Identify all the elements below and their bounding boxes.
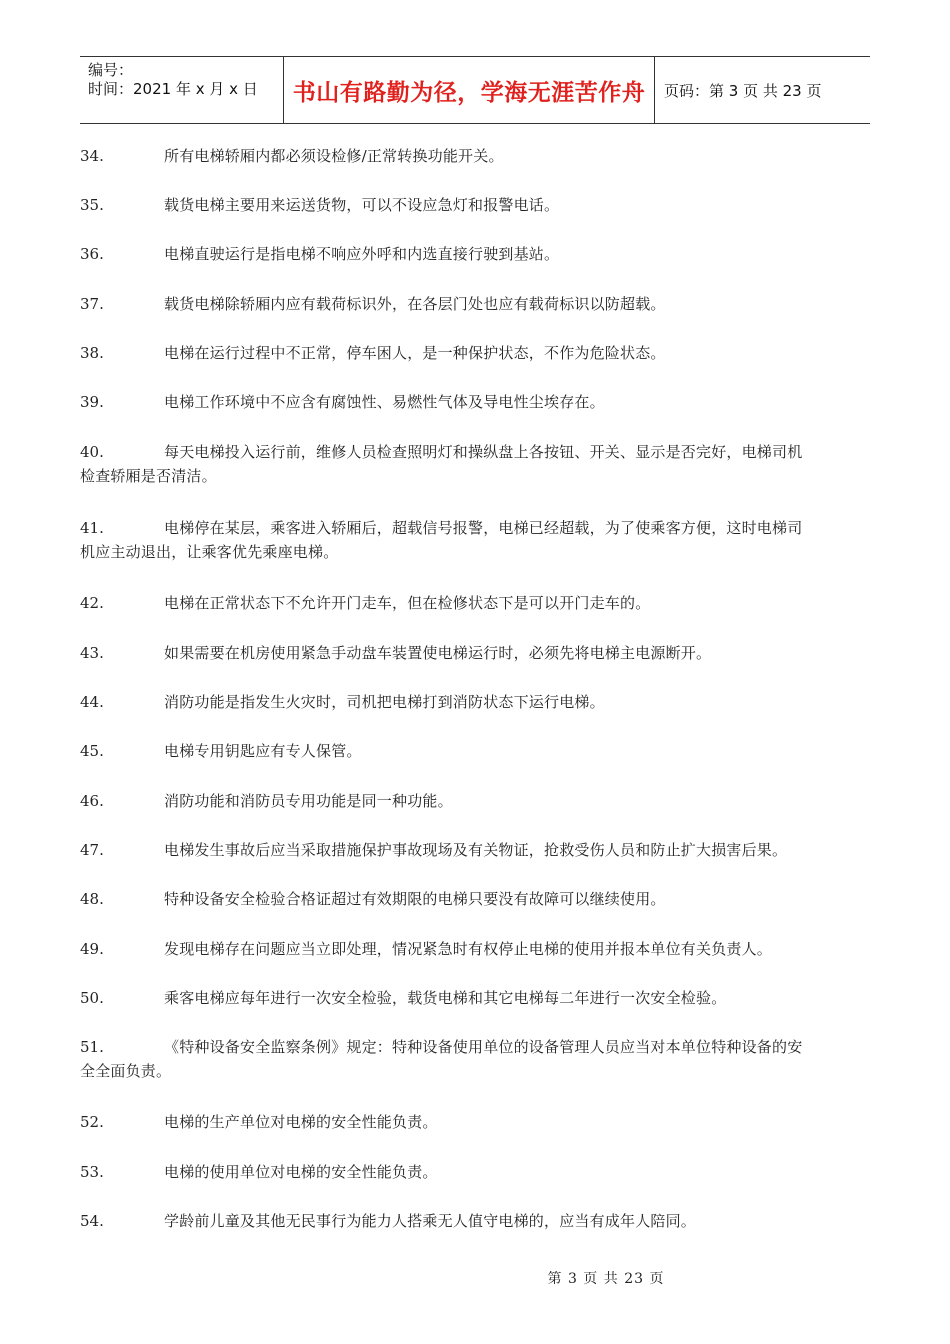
list-item	[80, 690, 870, 714]
item-text: 如果需要在机房使用紧急手动盘车装置使电梯运行时，必须先将电梯主电源断开。	[164, 644, 712, 662]
item-text: 消防功能和消防员专用功能是同一种功能。	[164, 792, 453, 810]
item-number: 51.	[80, 1038, 104, 1056]
item-text: 电梯发生事故后应当采取措施保护事故现场及有关物证，抢救受伤人员和防止扩大损害后果。	[164, 841, 788, 859]
item-number: 42.	[80, 594, 104, 612]
item-text: 特种设备安全检验合格证超过有效期限的电梯只要没有故障可以继续使用。	[164, 890, 666, 908]
list-item	[80, 1110, 870, 1134]
list-item	[80, 887, 870, 911]
list-item	[80, 516, 870, 564]
item-number: 48.	[80, 890, 104, 908]
list-item	[80, 789, 870, 813]
list-item	[80, 1035, 870, 1083]
document-number-label: 编号：	[88, 61, 134, 79]
item-number: 50.	[80, 989, 104, 1007]
list-item	[80, 292, 870, 316]
item-text-continued: 检查轿厢是否清洁。	[80, 467, 217, 485]
item-text: 消防功能是指发生火灾时，司机把电梯打到消防状态下运行电梯。	[164, 693, 605, 711]
item-text: 载货电梯除轿厢内应有载荷标识外，在各层门处也应有载荷标识以防超载。	[164, 295, 666, 313]
item-text: 电梯在正常状态下不允许开门走车，但在检修状态下是可以开门走车的。	[164, 594, 651, 612]
list-item	[80, 641, 870, 665]
header-meta	[80, 57, 283, 123]
page-footer	[0, 1268, 950, 1288]
list-item	[80, 144, 870, 168]
item-text: 乘客电梯应每年进行一次安全检验，载货电梯和其它电梯每二年进行一次安全检验。	[164, 989, 727, 1007]
page-header	[80, 56, 870, 124]
document-time-label: 时间：2021 年 x 月 x 日	[88, 80, 258, 98]
list-item	[80, 1209, 870, 1233]
list-item	[80, 242, 870, 266]
list-item	[80, 986, 870, 1010]
item-number: 37.	[80, 295, 104, 313]
list-item	[80, 440, 870, 488]
item-text: 电梯直驶运行是指电梯不响应外呼和内选直接行驶到基站。	[164, 245, 560, 263]
list-item	[80, 838, 870, 862]
list-item	[80, 193, 870, 217]
item-text: 载货电梯主要用来运送货物，可以不设应急灯和报警电话。	[164, 196, 560, 214]
item-number: 36.	[80, 245, 104, 263]
item-text: 《特种设备安全监察条例》规定：特种设备使用单位的设备管理人员应当对本单位特种设备的安	[164, 1038, 803, 1056]
item-number: 43.	[80, 644, 104, 662]
item-number: 47.	[80, 841, 104, 859]
item-number: 53.	[80, 1163, 104, 1181]
item-text: 电梯工作环境中不应含有腐蚀性、易燃性气体及导电性尘埃存在。	[164, 393, 605, 411]
item-text: 电梯的生产单位对电梯的安全性能负责。	[164, 1113, 438, 1131]
item-number: 34.	[80, 147, 104, 165]
item-text: 电梯在运行过程中不正常，停车困人，是一种保护状态，不作为危险状态。	[164, 344, 666, 362]
item-number: 44.	[80, 693, 104, 711]
item-text-continued: 机应主动退出，让乘客优先乘座电梯。	[80, 543, 339, 561]
item-text: 电梯的使用单位对电梯的安全性能负责。	[164, 1163, 438, 1181]
item-text-continued: 全全面负责。	[80, 1062, 172, 1080]
item-number: 52.	[80, 1113, 104, 1131]
footer-page-number: 第 3 页 共 23 页	[547, 1271, 665, 1287]
list-item	[80, 1160, 870, 1184]
header-page-info: 页码：第 3 页 共 23 页	[664, 81, 822, 100]
item-text: 学龄前儿童及其他无民事行为能力人搭乘无人值守电梯的，应当有成年人陪同。	[164, 1212, 697, 1230]
item-number: 40.	[80, 443, 104, 461]
item-number: 54.	[80, 1212, 104, 1230]
list-item	[80, 390, 870, 414]
item-number: 35.	[80, 196, 104, 214]
item-text: 发现电梯存在问题应当立即处理，情况紧急时有权停止电梯的使用并报本单位有关负责人。	[164, 940, 773, 958]
item-number: 49.	[80, 940, 104, 958]
list-item	[80, 739, 870, 763]
item-number: 39.	[80, 393, 104, 411]
item-text: 电梯停在某层，乘客进入轿厢后，超载信号报警，电梯已经超载，为了使乘客方便，这时电梯司	[164, 519, 803, 537]
item-text: 所有电梯轿厢内都必须设检修/正常转换功能开关。	[164, 147, 504, 165]
item-number: 46.	[80, 792, 104, 810]
item-number: 41.	[80, 519, 104, 537]
list-item	[80, 341, 870, 365]
header-motto: 书山有路勤为径，学海无涯苦作舟	[283, 57, 655, 123]
item-text: 电梯专用钥匙应有专人保管。	[164, 742, 362, 760]
list-item	[80, 937, 870, 961]
item-text: 每天电梯投入运行前，维修人员检查照明灯和操纵盘上各按钮、开关、显示是否完好，电梯司机	[164, 443, 803, 461]
item-number: 45.	[80, 742, 104, 760]
item-number: 38.	[80, 344, 104, 362]
list-item	[80, 591, 870, 615]
